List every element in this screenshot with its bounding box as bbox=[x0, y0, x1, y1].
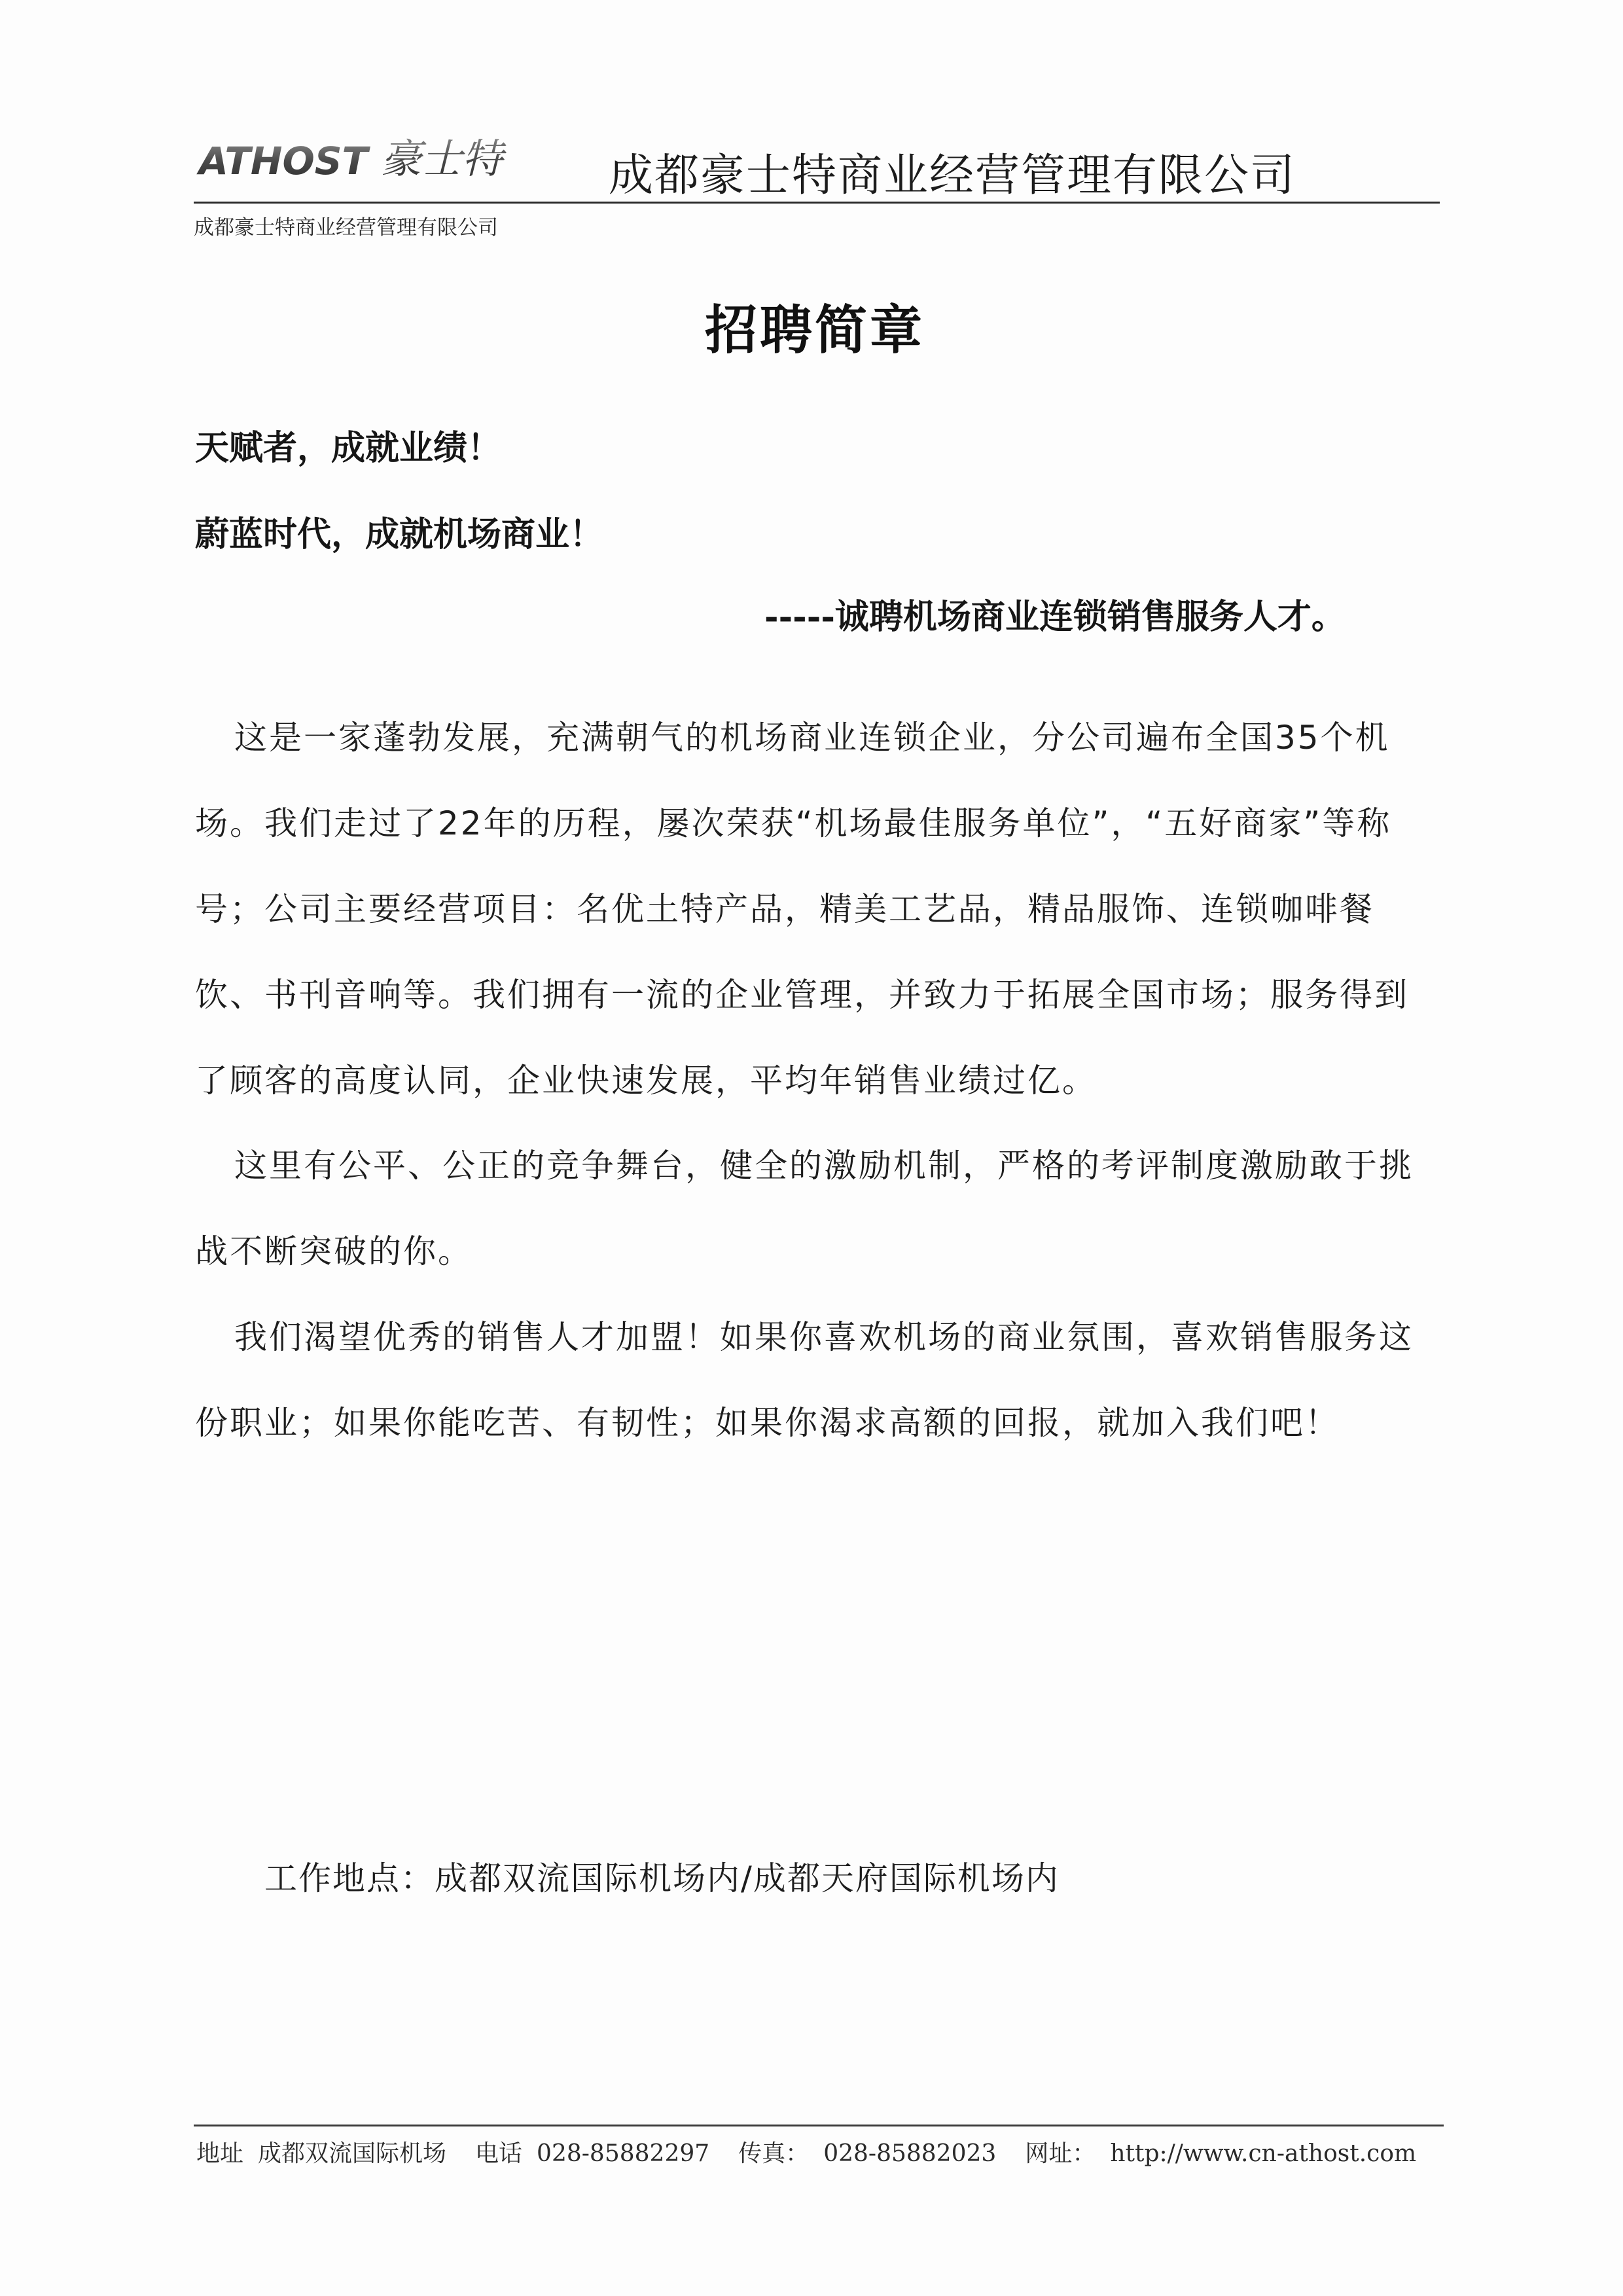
athost-logo-icon bbox=[196, 128, 510, 187]
logo-latin-text: ATHOST bbox=[199, 139, 368, 183]
footer-contact bbox=[196, 2135, 1431, 2168]
website-link[interactable]: http://www.cn-athost.com bbox=[1110, 2140, 1417, 2167]
logo-cjk-text: 豪士特 bbox=[381, 135, 503, 183]
company-logo bbox=[196, 128, 510, 187]
slogan-line: 蔚蓝时代，成就机场商业！ bbox=[195, 514, 604, 554]
address-label: 地址 bbox=[196, 2140, 244, 2167]
phone-label: 电话 bbox=[475, 2140, 523, 2167]
body-paragraph: 我们渴望优秀的销售人才加盟！如果你喜欢机场的商业氛围，喜欢销售服务这份职业；如果你能吃苦、有韧性；如果你渴求高额的回报，就加入我们吧！ bbox=[195, 1318, 1414, 1442]
header-divider bbox=[194, 202, 1440, 204]
document-title: 招聘简章 bbox=[705, 299, 925, 361]
company-name-subheading: 成都豪士特商业经营管理有限公司 bbox=[194, 216, 498, 240]
body-paragraph: 这是一家蓬勃发展，充满朝气的机场商业连锁企业，分公司遍布全国35个机场。我们走过了22年的历程，屡次荣获“机场最佳服务单位”，“五好商家”等称号；公司主要经营项目：名优土特产品，精美工艺品，精品服饰、连锁咖啡餐饮、书刊音响等。我们拥有一流的企业管理，并致力于拓展全国市场；服务得到了顾客的高度认同，企业快速发展，平均年销售业绩过亿。 bbox=[195, 719, 1409, 1100]
address-value: 成都双流国际机场 bbox=[258, 2140, 447, 2167]
website-label: 网址： bbox=[1025, 2140, 1096, 2167]
fax-label: 传真： bbox=[738, 2140, 810, 2167]
slogan-line: 天赋者，成就业绩！ bbox=[195, 428, 502, 468]
phone-value: 028-85882297 bbox=[537, 2140, 710, 2167]
footer-divider bbox=[194, 2125, 1444, 2126]
body-paragraph: 这里有公平、公正的竞争舞台，健全的激励机制，严格的考评制度激励敢于挑战不断突破的你。 bbox=[195, 1147, 1414, 1270]
recruitment-tagline: -----诚聘机场商业连锁销售服务人才。 bbox=[764, 597, 1346, 637]
work-location: 工作地点：成都双流国际机场内/成都天府国际机场内 bbox=[264, 1859, 1060, 1897]
company-name-heading: 成都豪士特商业经营管理有限公司 bbox=[609, 150, 1296, 202]
fax-value: 028-85882023 bbox=[823, 2140, 997, 2167]
